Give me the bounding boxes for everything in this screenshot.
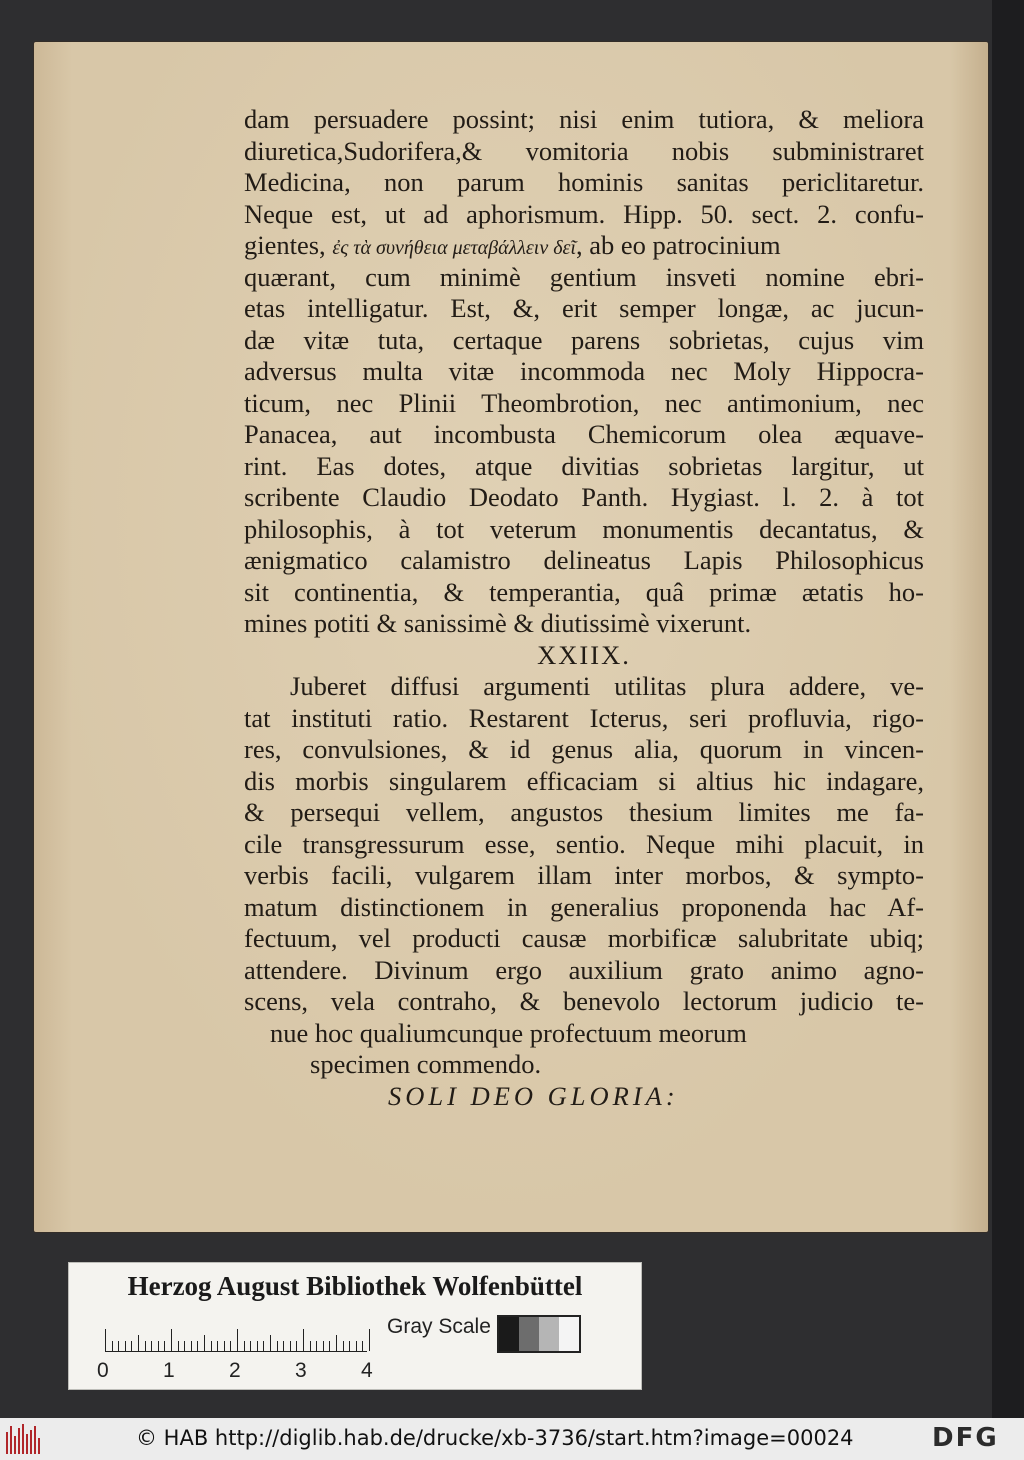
greek-prefix: gientes, xyxy=(244,230,333,260)
text-line: ticum, nec Plinii Theombrotion, nec antimonium, nec xyxy=(244,387,924,418)
ruler-tick xyxy=(303,1329,304,1351)
text-line: verbis facili, vulgarem illam inter morbos, & sympto- xyxy=(244,860,924,890)
greek-suffix: , ab eo patrocinium xyxy=(575,230,781,260)
greek-phrase: ἐς τὰ συνήθεια μεταβάλλειν δεῖ xyxy=(332,237,576,259)
ruler-tick xyxy=(257,1341,258,1351)
library-name: Herzog August Bibliothek Wolfenbüttel xyxy=(127,1271,583,1301)
text-line: res, convulsiones, & id genus alia, quorum in vincen- xyxy=(244,734,924,764)
text-line: scribente Claudio Deodato Panth. Hygiast. l. 2. à tot xyxy=(244,482,924,512)
ruler-tick xyxy=(138,1335,139,1351)
ruler-tick xyxy=(178,1341,179,1351)
ruler-tick xyxy=(197,1341,198,1351)
text-line: philosophis, à tot veterum monumentis decantatus, & xyxy=(244,513,924,544)
section-heading: XXIIX. xyxy=(537,639,631,670)
text-line: attendere. Divinum ergo auxilium grato animo agno- xyxy=(244,954,924,985)
text-line-greek xyxy=(244,230,924,262)
color-scale-card xyxy=(68,1262,642,1390)
ruler-tick xyxy=(204,1335,205,1351)
footer-bar xyxy=(0,1418,1024,1460)
ruler-number: 0 xyxy=(97,1359,109,1382)
ruler-tick xyxy=(184,1341,185,1351)
ruler-tick xyxy=(362,1341,363,1351)
ruler xyxy=(105,1313,405,1359)
ruler-tick xyxy=(164,1341,165,1351)
ruler-tick xyxy=(369,1329,370,1351)
ruler-tick xyxy=(270,1335,271,1351)
ruler-tick xyxy=(211,1341,212,1351)
gray-swatch xyxy=(539,1317,559,1351)
text-line: Neque est, ut ad aphorismum. Hipp. 50. sect. 2. confu- xyxy=(244,198,924,229)
hab-logo-icon xyxy=(6,1424,42,1454)
ruler-tick xyxy=(250,1341,251,1351)
ruler-tick xyxy=(171,1329,172,1351)
text-line: nue hoc qualiumcunque profectuum meorum xyxy=(270,1017,747,1048)
text-line: cile transgressurum esse, sentio. Neque mihi placuit, in xyxy=(244,828,924,859)
ruler-tick xyxy=(224,1341,225,1351)
gray-swatch xyxy=(499,1317,519,1351)
ruler-tick xyxy=(336,1335,337,1351)
ruler-tick xyxy=(151,1341,152,1351)
text-line: dis morbis singularem efficaciam si altius hic indagare, xyxy=(244,765,924,796)
ruler-tick xyxy=(329,1341,330,1351)
ruler-tick xyxy=(145,1341,146,1351)
gray-swatch xyxy=(519,1317,539,1351)
ruler-number: 2 xyxy=(229,1359,241,1382)
gray-scale-label: Gray Scale xyxy=(387,1315,491,1338)
text-line: diuretica,Sudorifera,& vomitoria nobis subministraret xyxy=(244,135,924,166)
text-line: specimen commendo. xyxy=(310,1049,542,1079)
text-line: Juberet diffusi argumenti utilitas plura addere, ve- xyxy=(290,671,924,701)
scan-backdrop-edge xyxy=(992,0,1024,1418)
text-line: dam persuadere possint; nisi enim tutiora, & meliora xyxy=(244,104,924,134)
ruler-tick xyxy=(296,1341,297,1351)
ruler-tick xyxy=(131,1341,132,1351)
ruler-tick xyxy=(125,1341,126,1351)
ruler-tick xyxy=(316,1341,317,1351)
ruler-tick xyxy=(244,1341,245,1351)
ruler-tick xyxy=(112,1341,113,1351)
ruler-tick xyxy=(237,1329,238,1351)
text-line: & persequi vellem, angustos thesium limites me fa- xyxy=(244,797,924,827)
text-line: sit continentia, & temperantia, quâ primæ ætatis ho- xyxy=(244,576,924,607)
ruler-number: 1 xyxy=(163,1359,175,1382)
text-line: scens, vela contraho, & benevolo lectorum judicio te- xyxy=(244,986,924,1016)
ruler-tick xyxy=(310,1341,311,1351)
ruler-tick xyxy=(283,1341,284,1351)
ruler-tick xyxy=(230,1341,231,1351)
ruler-tick xyxy=(356,1341,357,1351)
text-line: dæ vitæ tuta, certaque parens sobrietas, cujus vim xyxy=(244,324,924,355)
gray-scale-swatches xyxy=(497,1315,581,1353)
gray-swatch xyxy=(559,1317,579,1351)
ruler-tick xyxy=(349,1341,350,1351)
text-line: Medicina, non parum hominis sanitas periclitaretur. xyxy=(244,167,924,197)
document-page xyxy=(34,42,988,1232)
ruler-tick xyxy=(158,1341,159,1351)
ruler-tick xyxy=(118,1341,119,1351)
text-line: matum distinctionem in generalius proponenda hac Af- xyxy=(244,891,924,922)
text-line: etas intelligatur. Est, &, erit semper longæ, ac jucun- xyxy=(244,293,924,323)
closing-doxology: SOLI DEO GLORIA: xyxy=(388,1080,679,1111)
text-line: Panacea, aut incombusta Chemicorum olea æquave- xyxy=(244,419,924,449)
ruler-tick xyxy=(191,1341,192,1351)
text-line: quærant, cum minimè gentium insveti nomine ebri- xyxy=(244,261,924,292)
text-line: rint. Eas dotes, atque divitias sobrietas largitur, ut xyxy=(244,450,924,481)
ruler-tick xyxy=(290,1341,291,1351)
text-line: fectuum, vel producti causæ morbificæ salubritate ubiq; xyxy=(244,923,924,953)
text-line: adversus multa vitæ incommoda nec Moly Hippocra- xyxy=(244,356,924,386)
ruler-tick xyxy=(263,1341,264,1351)
ruler-numbers xyxy=(97,1359,397,1383)
text-line: ænigmatico calamistro delineatus Lapis Philosophicus xyxy=(244,545,924,575)
ruler-tick xyxy=(277,1341,278,1351)
text-line: tat instituti ratio. Restarent Icterus, seri profluvia, rigo- xyxy=(244,702,924,733)
text-line: mines potiti & sanissimè & diutissimè vixerunt. xyxy=(244,608,752,638)
ruler-tick xyxy=(323,1341,324,1351)
ruler-baseline xyxy=(105,1351,367,1352)
ruler-tick xyxy=(343,1341,344,1351)
ruler-number: 3 xyxy=(295,1359,307,1382)
citation-link[interactable]: © HAB http://diglib.hab.de/drucke/xb-3736/start.htm?image=00024 xyxy=(136,1426,854,1450)
ruler-tick xyxy=(217,1341,218,1351)
dfg-logo: DFG xyxy=(932,1423,999,1453)
page-text xyxy=(244,104,924,1112)
ruler-number: 4 xyxy=(361,1359,373,1382)
ruler-tick xyxy=(105,1329,106,1351)
